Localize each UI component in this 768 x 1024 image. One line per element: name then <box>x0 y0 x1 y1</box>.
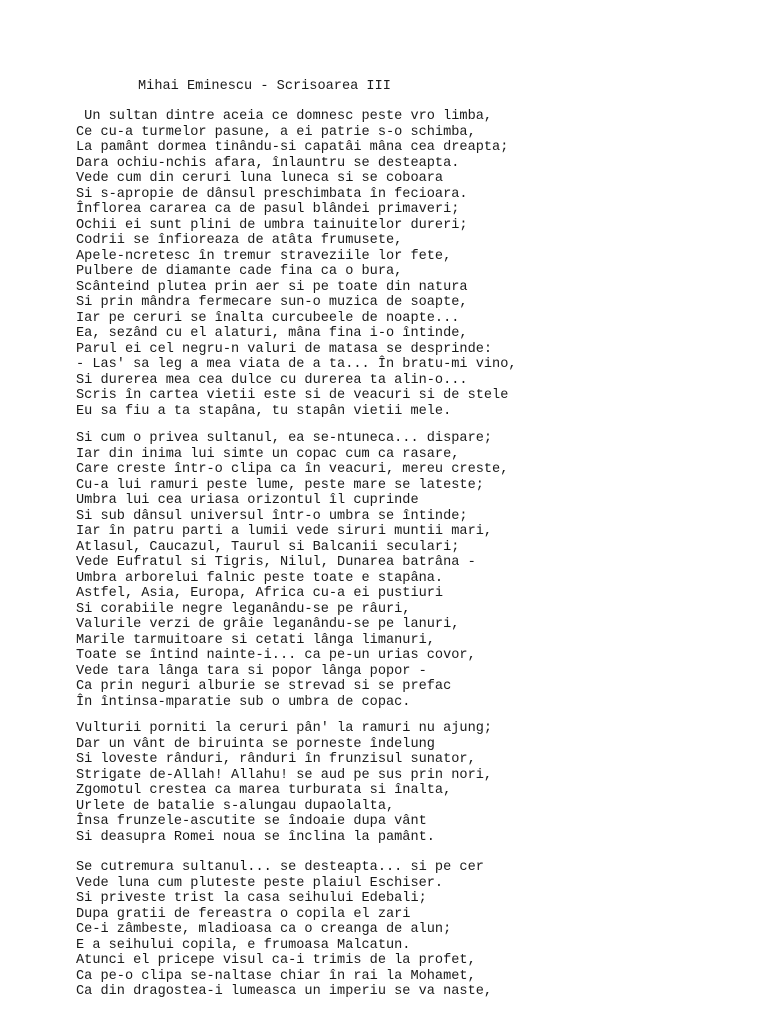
verse-line: Ca prin neguri alburie se strevad si se prefac <box>76 679 452 694</box>
stanza-3 <box>76 721 492 845</box>
verse-line: Scânteind plutea prin aer si pe toate din natura <box>76 279 468 295</box>
verse-line: Ca pe-o clipa se-naltase chiar în rai la Mohamet, <box>76 968 476 984</box>
verse-line: Cu-a lui ramuri peste lume, peste mare se lateste; <box>76 477 484 493</box>
verse-line: Scris în cartea vietii este si de veacuri si de stele <box>76 388 509 403</box>
verse-line: În întinsa-mparatie sub o umbra de copac. <box>76 694 411 710</box>
verse-line: Si prin mândra fermecare sun-o muzica de soapte, <box>76 295 468 310</box>
verse-line: Urlete de batalie s-alungau dupaolalta, <box>76 798 395 814</box>
verse-line: Ce cu-a turmelor pasune, a ei patrie s-o schimba, <box>76 124 476 140</box>
verse-line: Apele-ncretesc în tremur straveziile lor fete, <box>76 248 452 264</box>
verse-line: Umbra arborelui falnic peste toate e stapâna. <box>76 570 444 586</box>
poem-title: Mihai Eminescu - Scrisoarea III <box>138 79 391 94</box>
verse-line: Iar din inima lui simte un copac cum ca rasare, <box>76 446 460 462</box>
verse-line: Eu sa fiu a ta stapâna, tu stapân vietii mele. <box>76 403 452 419</box>
verse-line: Pulbere de diamante cade fina ca o bura, <box>76 264 403 279</box>
verse-line: Dupa gratii de fereastra o copila el zari <box>76 906 411 922</box>
verse-line: Toate se întind nainte-i... ca pe-un urias covor, <box>76 648 476 663</box>
verse-line: Strigate de-Allah! Allahu! se aud pe sus prin nori, <box>76 767 493 783</box>
verse-line: Vede luna cum pluteste peste plaiul Eschiser. <box>76 875 444 891</box>
verse-line: Vulturii porniti la ceruri pân' la ramuri nu ajung; <box>76 721 493 736</box>
verse-line: Si sub dânsul universul într-o umbra se întinde; <box>76 508 468 524</box>
verse-line: Vede Eufratul si Tigris, Nilul, Dunarea batrâna - <box>76 555 476 570</box>
verse-line: Codrii se înfioreaza de atâta frumusete, <box>76 233 403 248</box>
verse-line: Zgomotul crestea ca marea turburata si înalta, <box>76 783 452 798</box>
verse-line: Vede tara lânga tara si popor lânga popor - <box>76 663 427 679</box>
verse-line: Astfel, Asia, Europa, Africa cu-a ei pustiuri <box>76 586 444 601</box>
verse-line: Atunci el pricepe visul ca-i trimis de la profet, <box>76 953 476 968</box>
verse-line: Marile tarmuitoare si cetati lânga limanuri, <box>76 632 435 648</box>
verse-line: Dara ochiu-nchis afara, înlauntru se desteapta. <box>76 155 460 171</box>
verse-line: Un sultan dintre aceia ce domnesc peste vro limba, <box>76 109 493 124</box>
verse-line: La pamânt dormea tinându-si capatâi mâna cea dreapta; <box>76 140 509 155</box>
verse-line: Umbra lui cea uriasa orizontul îl cuprinde <box>76 493 419 508</box>
verse-line: Si cum o privea sultanul, ea se-ntuneca... dispare; <box>76 431 493 446</box>
verse-line: Ea, sezând cu el alaturi, mâna fina i-o întinde, <box>76 326 468 341</box>
verse-line: Si loveste rânduri, rânduri în frunzisul sunator, <box>76 752 476 767</box>
verse-line: Dar un vânt de biruinta se porneste îndelung <box>76 736 435 752</box>
verse-line: - Las' sa leg a mea viata de a ta... În bratu-mi vino, <box>76 357 517 372</box>
verse-line: Care creste într-o clipa ca în veacuri, mereu creste, <box>76 462 509 477</box>
verse-line: Si s-apropie de dânsul preschimbata în fecioara. <box>76 186 468 202</box>
verse-line: Ochii ei sunt plini de umbra tainuitelor dureri; <box>76 217 468 233</box>
verse-line: Si deasupra Romei noua se înclina la pamânt. <box>76 829 435 845</box>
verse-line: Ce-i zâmbeste, mladioasa ca o creanga de alun; <box>76 922 452 937</box>
verse-line: Si corabiile negre leganându-se pe râuri, <box>76 601 411 617</box>
verse-line: Ca din dragostea-i lumeasca un imperiu se va naste, <box>76 984 493 999</box>
verse-line: Iar în patru parti a lumii vede siruri muntii mari, <box>76 524 493 539</box>
verse-line: Parul ei cel negru-n valuri de matasa se desprinde: <box>76 341 493 357</box>
stanza-4 <box>76 860 492 1000</box>
verse-line: Înflorea cararea ca de pasul blândei primaveri; <box>76 202 460 217</box>
verse-line: Însa frunzele-ascutite se îndoaie dupa vânt <box>76 814 427 829</box>
verse-line: Atlasul, Caucazul, Taurul si Balcanii seculari; <box>76 539 460 555</box>
verse-line: Valurile verzi de grâie leganându-se pe lanuri, <box>76 617 460 632</box>
verse-line: Se cutremura sultanul... se desteapta... si pe cer <box>76 860 484 875</box>
verse-line: Iar pe ceruri se înalta curcubeele de noapte... <box>76 310 460 326</box>
verse-line: Si durerea mea cea dulce cu durerea ta alin-o... <box>76 372 468 388</box>
stanza-1 <box>76 109 517 419</box>
verse-line: Vede cum din ceruri luna luneca si se coboara <box>76 171 444 186</box>
verse-line: Si priveste trist la casa seihului Edebali; <box>76 891 427 906</box>
stanza-2 <box>76 431 508 710</box>
verse-line: E a seihului copila, e frumoasa Malcatun. <box>76 937 411 953</box>
